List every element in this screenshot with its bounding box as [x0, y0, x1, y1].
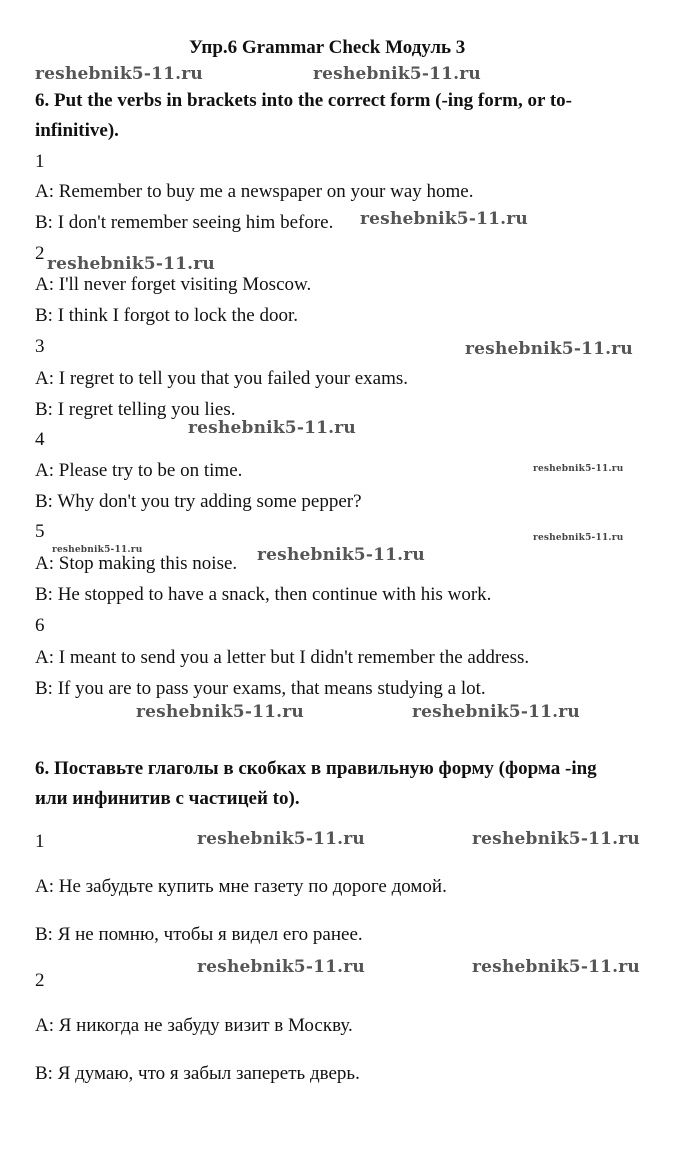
watermark: reshebnik5-11.ru [360, 209, 528, 229]
item-number: 2 [35, 970, 45, 991]
exercise-heading-ru: или инфинитив с частицей to). [35, 788, 300, 809]
watermark: reshebnik5-11.ru [533, 533, 624, 543]
answer-line: A: Please try to be on time. [35, 460, 243, 481]
item-number: 1 [35, 831, 45, 852]
exercise-heading-en: infinitive). [35, 120, 119, 141]
item-number: 4 [35, 429, 45, 450]
watermark: reshebnik5-11.ru [257, 545, 425, 565]
watermark: reshebnik5-11.ru [47, 254, 215, 274]
item-number: 3 [35, 336, 45, 357]
item-number: 5 [35, 521, 45, 542]
watermark: reshebnik5-11.ru [533, 464, 624, 474]
watermark: reshebnik5-11.ru [313, 64, 481, 84]
answer-line: B: If you are to pass your exams, that means studying a lot. [35, 678, 486, 699]
answer-line: A: Я никогда не забуду визит в Москву. [35, 1015, 353, 1036]
answer-line: B: He stopped to have a snack, then continue with his work. [35, 584, 492, 605]
item-number: 2 [35, 243, 45, 264]
watermark: reshebnik5-11.ru [197, 957, 365, 977]
answer-line: B: I regret telling you lies. [35, 399, 236, 420]
answer-line: B: I think I forgot to lock the door. [35, 305, 298, 326]
answer-line: B: Я не помню, чтобы я видел его ранее. [35, 924, 363, 945]
watermark: reshebnik5-11.ru [52, 545, 143, 555]
watermark: reshebnik5-11.ru [465, 339, 633, 359]
watermark: reshebnik5-11.ru [188, 418, 356, 438]
watermark: reshebnik5-11.ru [136, 702, 304, 722]
watermark: reshebnik5-11.ru [472, 957, 640, 977]
item-number: 6 [35, 615, 45, 636]
exercise-heading-ru: 6. Поставьте глаголы в скобках в правильную форму (форма -ing [35, 758, 597, 779]
answer-line: A: Не забудьте купить мне газету по дороге домой. [35, 876, 447, 897]
answer-line: A: I meant to send you a letter but I didn't remember the address. [35, 647, 530, 668]
answer-line: B: I don't remember seeing him before. [35, 212, 334, 233]
page-title: Упр.6 Grammar Check Модуль 3 [189, 37, 466, 58]
watermark: reshebnik5-11.ru [35, 64, 203, 84]
watermark: reshebnik5-11.ru [472, 829, 640, 849]
answer-line: B: Я думаю, что я забыл запереть дверь. [35, 1063, 360, 1084]
watermark: reshebnik5-11.ru [197, 829, 365, 849]
answer-line: B: Why don't you try adding some pepper? [35, 491, 362, 512]
exercise-heading-en: 6. Put the verbs in brackets into the correct form (-ing form, or to- [35, 90, 572, 111]
answer-line: A: I'll never forget visiting Moscow. [35, 274, 312, 295]
answer-line: A: I regret to tell you that you failed your exams. [35, 368, 409, 389]
answer-line: A: Stop making this noise. [35, 553, 238, 574]
answer-line: A: Remember to buy me a newspaper on your way home. [35, 181, 474, 202]
item-number: 1 [35, 151, 45, 172]
watermark: reshebnik5-11.ru [412, 702, 580, 722]
